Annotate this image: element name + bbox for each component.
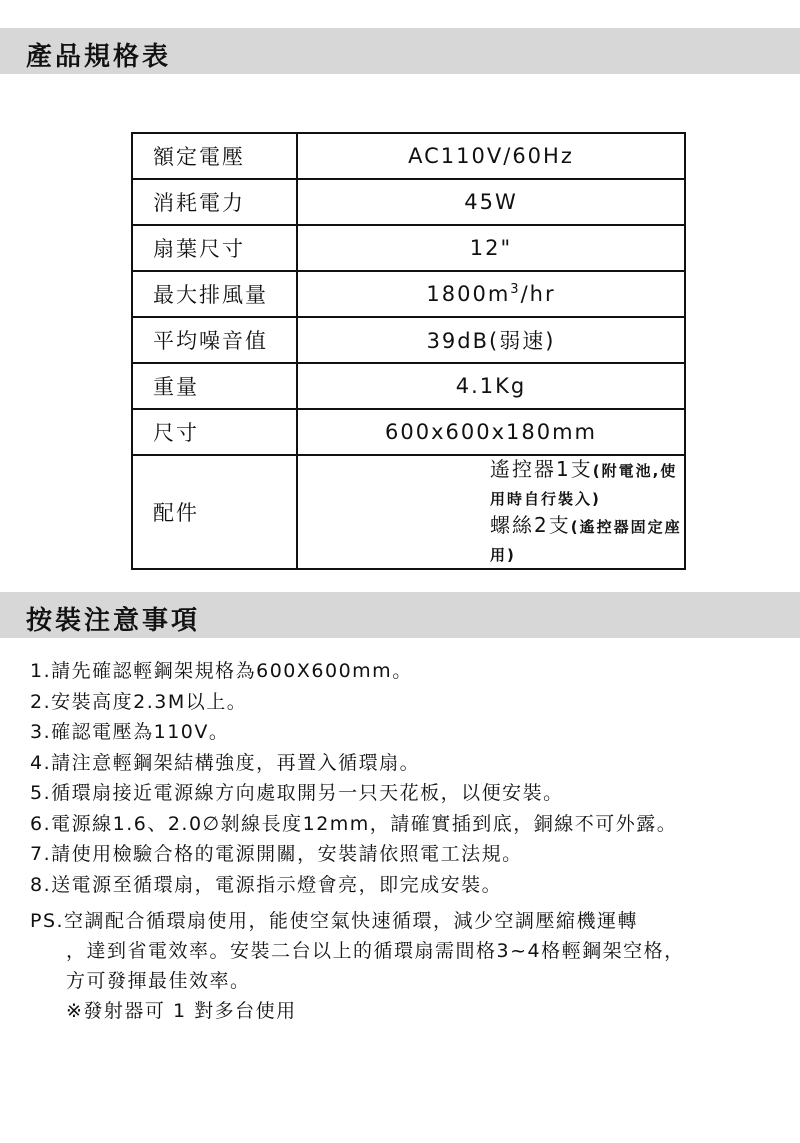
- list-item: 1.請先確認輕鋼架規格為600X600mm。: [30, 660, 413, 682]
- list-item: 2.安裝高度2.3M以上。: [30, 690, 248, 713]
- spec-label: 尺寸: [132, 409, 297, 455]
- spec-value: 12": [297, 225, 685, 271]
- list-item: 4.請注意輕鋼架結構強度，再置入循環扇。: [30, 751, 421, 774]
- accessory-screws: 螺絲2支: [490, 513, 571, 537]
- spec-value: 600x600x180mm: [297, 409, 685, 455]
- spec-value: AC110V/60Hz: [297, 133, 685, 179]
- table-row: [132, 317, 685, 363]
- spec-value: 45W: [297, 179, 685, 225]
- install-section-title: 按裝注意事項: [26, 606, 201, 636]
- ps-line: ，達到省電效率。安裝二台以上的循環扇需間格3~4格輕鋼架空格，: [66, 940, 685, 962]
- spec-section-title: 產品規格表: [26, 42, 172, 72]
- accessory-remote-note: (附電池,使用時自行裝入): [490, 462, 678, 508]
- table-row: [132, 455, 685, 569]
- accessories-value: [297, 455, 685, 569]
- list-item: 8.送電源至循環扇，電源指示燈會亮，即完成安裝。: [30, 873, 503, 896]
- ps-line: 方可發揮最佳效率。: [66, 970, 251, 992]
- ps-line: PS.空調配合循環扇使用，能使空氣快速循環，減少空調壓縮機運轉: [30, 910, 639, 932]
- table-row: [132, 225, 685, 271]
- table-row: [132, 363, 685, 409]
- spec-value: [297, 271, 685, 317]
- spec-value: 39dB(弱速): [297, 317, 685, 363]
- accessory-remote: 遙控器1支: [490, 457, 593, 481]
- spec-label: 額定電壓: [132, 133, 297, 179]
- spec-label: 配件: [132, 455, 297, 569]
- spec-label: 最大排風量: [132, 271, 297, 317]
- table-row: [132, 409, 685, 455]
- spec-section-header: [0, 28, 800, 74]
- airflow-exponent: 3: [510, 282, 521, 297]
- accessory-line: [490, 512, 684, 568]
- list-item: 3.確認電壓為110V。: [30, 721, 230, 743]
- ps-note: [30, 906, 685, 1026]
- spec-label: 平均噪音值: [132, 317, 297, 363]
- spec-label: 重量: [132, 363, 297, 409]
- list-item: 6.電源線1.6、2.0∅剝線長度12mm，請確實插到底，銅線不可外露。: [30, 812, 678, 835]
- install-steps: [30, 656, 677, 900]
- spec-label: 扇葉尺寸: [132, 225, 297, 271]
- spec-table: [131, 132, 686, 570]
- accessory-line: [490, 456, 684, 512]
- table-row: [132, 179, 685, 225]
- list-item: 7.請使用檢驗合格的電源開關，安裝請依照電工法規。: [30, 843, 523, 865]
- spec-label: 消耗電力: [132, 179, 297, 225]
- airflow-value: 1800m: [426, 282, 511, 306]
- install-section-header: [0, 592, 800, 638]
- ps-line: ※發射器可 1 對多台使用: [66, 1000, 297, 1022]
- table-row: [132, 133, 685, 179]
- airflow-unit: /hr: [520, 282, 556, 306]
- spec-value: 4.1Kg: [297, 363, 685, 409]
- list-item: 5.循環扇接近電源線方向處取開另一只天花板，以便安裝。: [30, 782, 564, 804]
- table-row: [132, 271, 685, 317]
- accessory-screws-note: (遙控器固定座用): [490, 518, 682, 564]
